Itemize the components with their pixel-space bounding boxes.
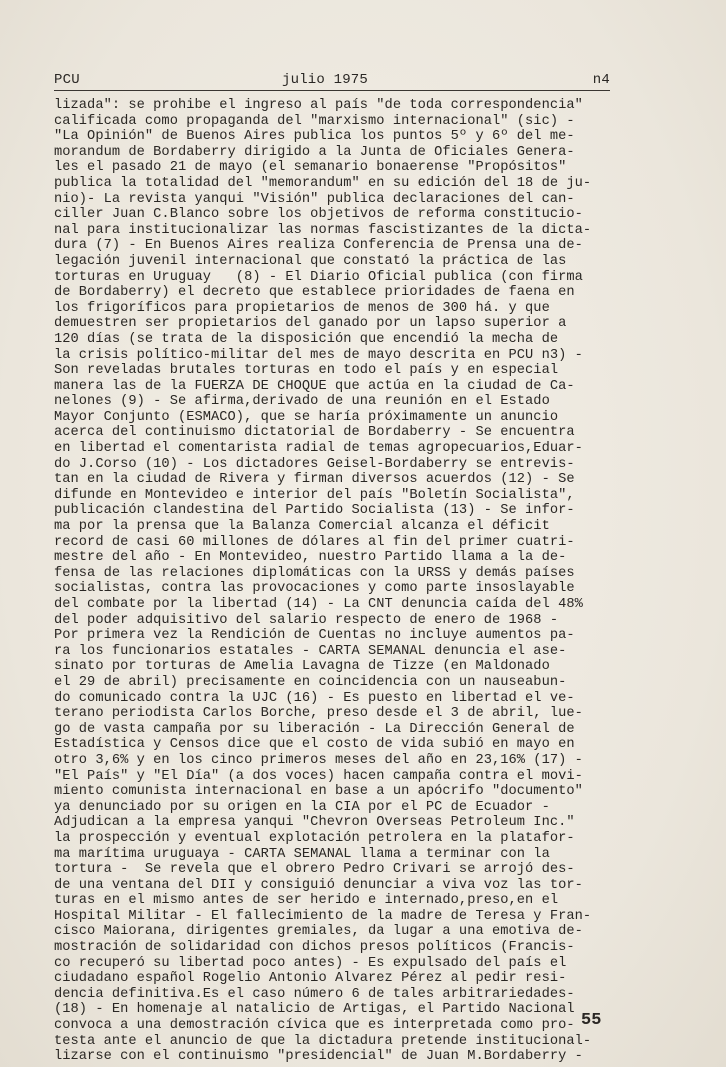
text-line: tan en la ciudad de Rivera y firman diversos acuerdos (12) - Se xyxy=(54,472,575,488)
text-line: ma marítima uruguaya - CARTA SEMANAL llama a terminar con la xyxy=(54,846,550,862)
text-line: acerca del continuismo dictatorial de Bordaberry - Se encuentra xyxy=(54,425,575,441)
text-line: lizarse con el continuismo "presidencial" de Juan M.Bordaberry - xyxy=(54,1049,583,1065)
text-line: sinato por torturas de Amelia Lavagna de Tizze (en Maldonado xyxy=(54,659,550,675)
text-line: la crisis político-militar del mes de mayo descrita en PCU n3) - xyxy=(54,347,583,363)
text-line: co recuperó su libertad poco antes) - Es expulsado del país el xyxy=(54,955,567,971)
header-rule xyxy=(54,90,610,91)
text-line: legación juvenil internacional que constató la práctica de las xyxy=(54,253,567,269)
text-line: testa ante el anuncio de que la dictadura pretende institucional- xyxy=(54,1033,592,1049)
text-line: la prospección y eventual explotación petrolera en la platafor- xyxy=(54,830,575,846)
text-line: Hospital Militar - El fallecimiento de la madre de Teresa y Fran- xyxy=(54,908,592,924)
text-line: lizada": se prohibe el ingreso al país "de toda correspondencia" xyxy=(54,98,583,113)
text-line: Adjudican a la empresa yanqui "Chevron Overseas Petroleum Inc." xyxy=(54,815,575,831)
text-line: turas en el mismo antes de ser herido e internado,preso,en el xyxy=(54,893,559,909)
text-line: terano periodista Carlos Borche, preso desde el 3 de abril, lue- xyxy=(54,706,583,722)
text-line: nal para institucionalizar las normas fascistizantes de la dicta- xyxy=(54,222,592,238)
text-line: Son reveladas brutales torturas en todo el país y en especial xyxy=(54,363,559,379)
text-line: demuestren ser propietarios del ganado por un lapso superior a xyxy=(54,316,567,332)
text-line: convoca a una demostración cívica que es interpretada como pro- xyxy=(54,1018,575,1034)
text-line: do J.Corso (10) - Los dictadores Geisel-Bordaberry se entrevis- xyxy=(54,456,575,472)
text-line: en libertad el comentarista radial de temas agropecuarios,Eduar- xyxy=(54,441,583,457)
text-line: ciudadano español Rogelio Antonio Alvarez Pérez al pedir resi- xyxy=(54,971,567,987)
body-text xyxy=(54,98,624,1065)
text-line: do comunicado contra la UJC (16) - Es puesto en libertad el ve- xyxy=(54,690,575,706)
text-line: nelones (9) - Se afirma,derivado de una reunión en el Estado xyxy=(54,394,550,410)
text-line: mestre del año - En Montevideo, nuestro Partido llama a la de- xyxy=(54,550,567,566)
text-line: go de vasta campaña por su liberación - La Dirección General de xyxy=(54,721,575,737)
text-line: dura (7) - En Buenos Aires realiza Conferencia de Prensa una de- xyxy=(54,238,583,254)
text-line: record de casi 60 millones de dólares al fin del primer cuatri- xyxy=(54,534,575,550)
text-line: de Bordaberry) el decreto que establece prioridades de faena en xyxy=(54,285,575,301)
text-line: ra los funcionarios estatales - CARTA SEMANAL denuncia el ase- xyxy=(54,643,567,659)
text-line: Estadística y Censos dice que el costo de vida subió en mayo en xyxy=(54,737,575,753)
text-line: Mayor Conjunto (ESMACO), que se haría próximamente un anuncio xyxy=(54,409,559,425)
text-line: publica la totalidad del "memorandum" en su edición del 18 de ju- xyxy=(54,175,592,191)
text-line: 120 días (se trata de la disposición que encendió la mecha de xyxy=(54,331,559,347)
text-line: manera las de la FUERZA DE CHOQUE que actúa en la ciudad de Ca- xyxy=(54,378,575,394)
header-date: julio 1975 xyxy=(282,72,369,88)
text-line: miento comunista internacional en base a un apócrifo "documento" xyxy=(54,784,583,800)
header-publication: PCU xyxy=(54,72,80,88)
text-line: socialistas, contra las provocaciones y como parte insoslayable xyxy=(54,581,575,597)
text-line: difunde en Montevideo e interior del país "Boletín Socialista", xyxy=(54,487,575,503)
text-line: del combate por la libertad (14) - La CNT denuncia caída del 48% xyxy=(54,597,583,612)
text-line: cisco Maiorana, dirigentes gremiales, da lugar a una emotiva de- xyxy=(54,924,583,940)
text-line: de una ventana del DII y consiguió denunciar a viva voz las tor- xyxy=(54,877,583,893)
text-line: nio)- La revista yanqui "Visión" publica declaraciones del can- xyxy=(54,191,575,207)
text-line: tortura - Se revela que el obrero Pedro Crivari se arrojó des- xyxy=(54,862,575,878)
page-header xyxy=(54,72,610,90)
text-line: "El País" y "El Día" (a dos voces) hacen campaña contra el movi- xyxy=(54,768,583,784)
text-line: ma por la prensa que la Balanza Comercial alcanza el déficit xyxy=(54,519,550,535)
text-line: del poder adquisitivo del salario respecto de enero de 1968 - xyxy=(54,612,559,628)
text-line: Por primera vez la Rendición de Cuentas no incluye aumentos pa- xyxy=(54,628,575,644)
text-line: les el pasado 21 de mayo (el semanario bonaerense "Propósitos" xyxy=(54,160,567,176)
text-line: fensa de las relaciones diplomáticas con la URSS y demás países xyxy=(54,565,575,581)
text-line: el 29 de abril) precisamente en coincidencia con un nauseabun- xyxy=(54,674,567,690)
text-line: mostración de solidaridad con dichos presos políticos (Francis- xyxy=(54,940,575,956)
text-line: calificada como propaganda del "marxismo internacional" (sic) - xyxy=(54,113,575,129)
header-issue-number: n4 xyxy=(592,72,610,88)
text-line: "La Opinión" de Buenos Aires publica los puntos 5º y 6º del me- xyxy=(54,129,575,145)
text-line: torturas en Uruguay (8) - El Diario Oficial publica (con firma xyxy=(54,269,583,285)
text-line: morandum de Bordaberry dirigido a la Junta de Oficiales Genera- xyxy=(54,144,575,160)
text-line: publicación clandestina del Partido Socialista (13) - Se infor- xyxy=(54,503,575,519)
page-number: 55 xyxy=(581,1011,602,1030)
text-line: los frigoríficos para propietarios de menos de 300 há. y que xyxy=(54,300,550,316)
text-line: ciller Juan C.Blanco sobre los objetivos de reforma constitucio- xyxy=(54,207,583,223)
text-line: (18) - En homenaje al natalicio de Artigas, el Partido Nacional xyxy=(54,1002,575,1018)
text-line: dencia definitiva.Es el caso número 6 de tales arbitrariedades- xyxy=(54,986,575,1002)
text-line: ya denunciado por su origen en la CIA por el PC de Ecuador - xyxy=(54,799,550,815)
text-line: otro 3,6% y en los cinco primeros meses del año en 23,16% (17) - xyxy=(54,752,583,768)
